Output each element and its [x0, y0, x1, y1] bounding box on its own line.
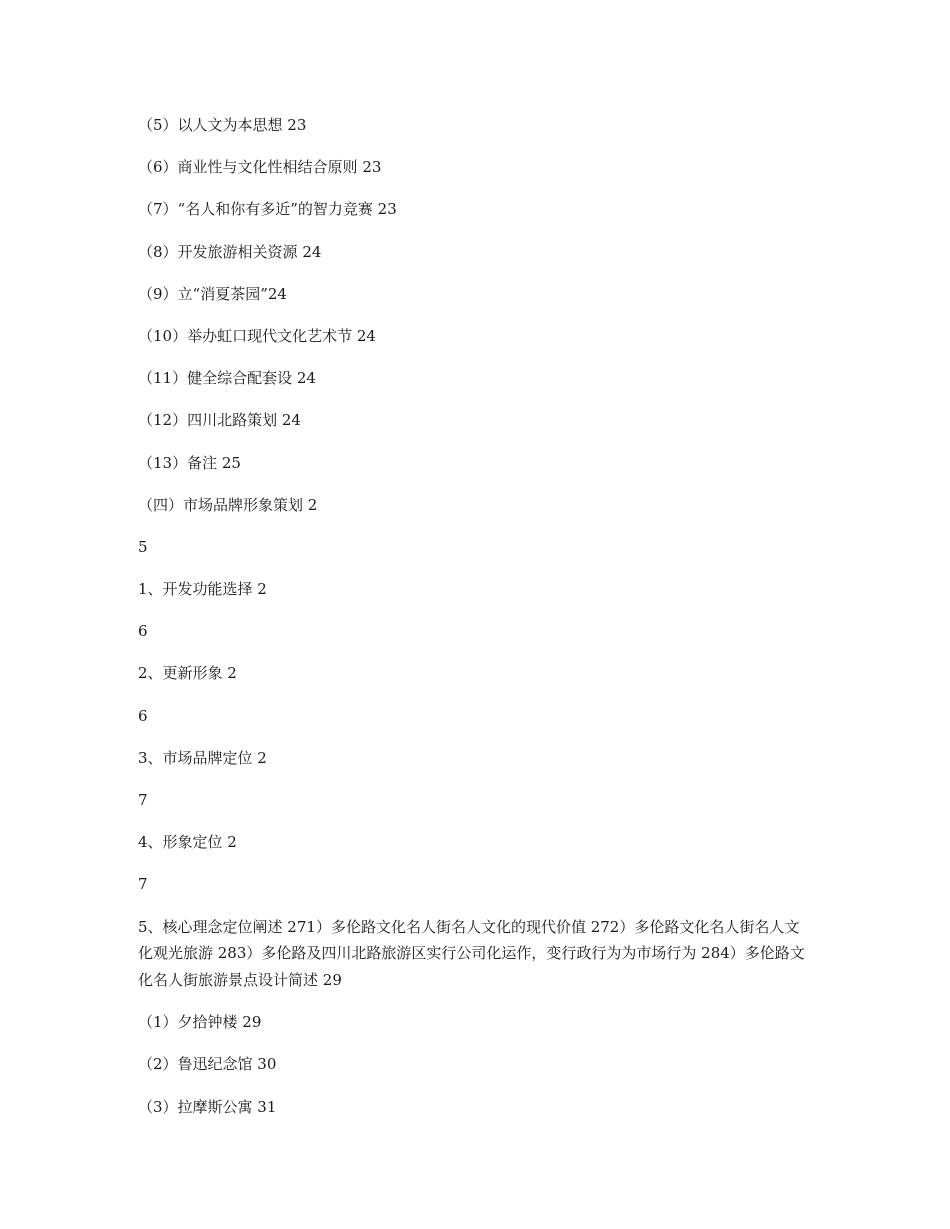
- toc-line: 1、开发功能选择 2: [138, 580, 267, 599]
- toc-line: （四）市场品牌形象策划 2: [138, 495, 318, 514]
- toc-line: （9）立“消夏茶园”24: [138, 284, 287, 303]
- toc-line: （7）“名人和你有多近”的智力竞赛 23: [138, 200, 397, 219]
- toc-line: （5）以人文为本思想 23: [138, 116, 307, 134]
- toc-line: （12）四川北路策划 24: [138, 411, 301, 430]
- toc-line: （8）开发旅游相关资源 24: [138, 242, 322, 261]
- toc-line: （2）鲁迅纪念馆 30: [138, 1055, 277, 1074]
- toc-paragraph: 5、核心理念定位阐述 271）多伦路文化名人街名人文化的现代价值 272）多伦路文化名人街名人文化观光旅游 283）多伦路及四川北路旅游区实行公司化运作，变行政行为为市场行为 284）多伦路文化名人街旅游景点设计简述 29: [138, 917, 805, 989]
- toc-line: 4、形象定位 2: [138, 833, 237, 852]
- toc-line: 3、市场品牌定位 2: [138, 748, 267, 767]
- toc-line: 2、更新形象 2: [138, 664, 237, 683]
- toc-page-number: 6: [138, 622, 148, 641]
- toc-page-number: 7: [138, 791, 148, 809]
- toc-line: （13）备注 25: [138, 453, 241, 472]
- toc-line: （1）夕拾钟楼 29: [138, 1013, 262, 1032]
- toc-page-number: 5: [138, 537, 148, 556]
- toc-page-number: 7: [138, 875, 148, 894]
- toc-line: （11）健全综合配套设 24: [138, 369, 316, 388]
- toc-line: （6）商业性与文化性相结合原则 23: [138, 158, 382, 177]
- toc-line: （10）举办虹口现代文化艺术节 24: [138, 326, 376, 345]
- toc-content: [138, 112, 808, 1136]
- toc-line: （3）拉摩斯公寓 31: [138, 1097, 277, 1116]
- toc-page-number: 6: [138, 706, 148, 725]
